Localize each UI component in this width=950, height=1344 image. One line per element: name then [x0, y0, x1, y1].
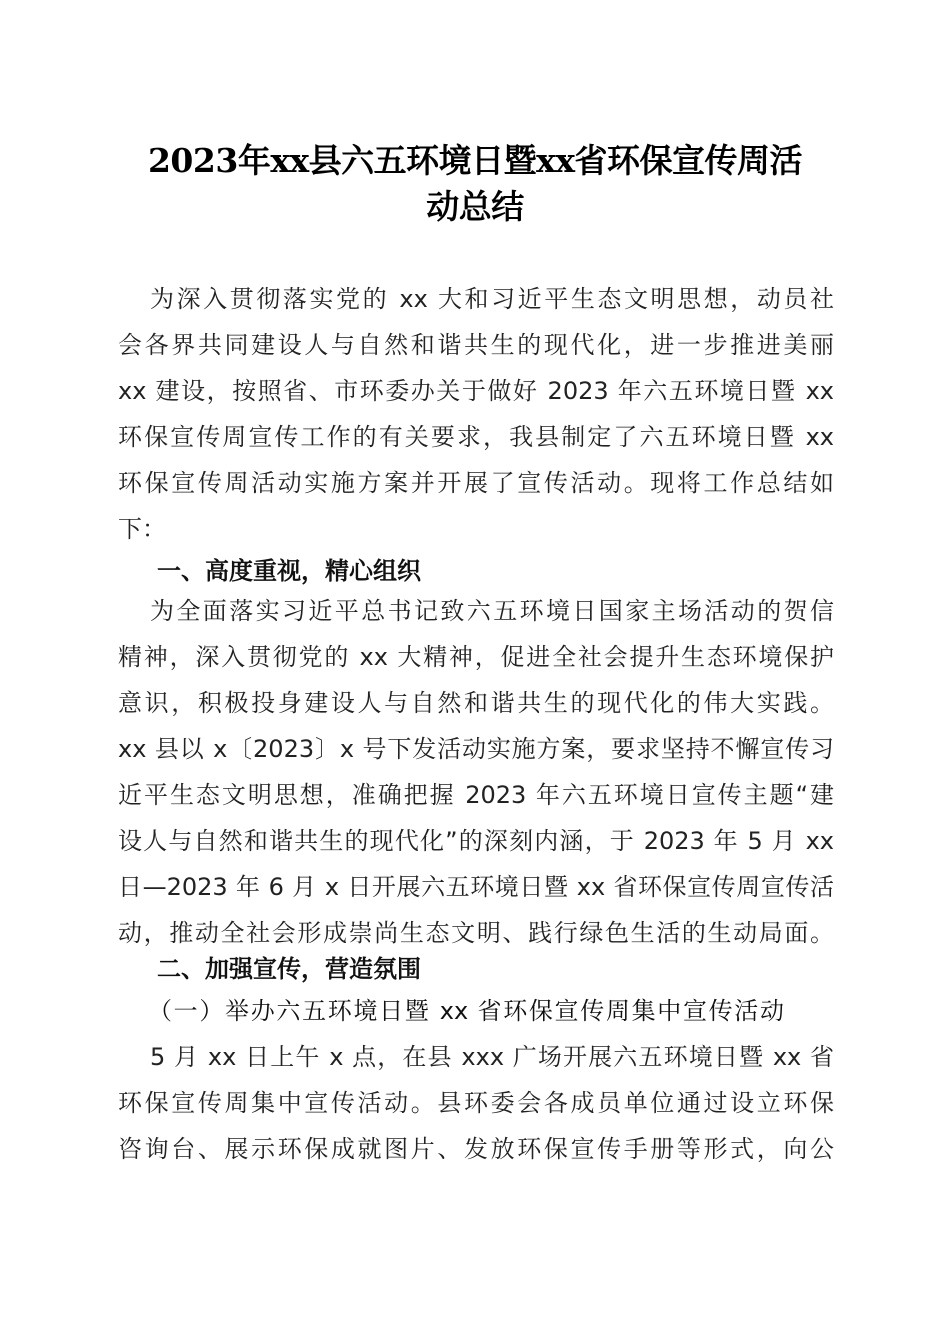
- section-1-line: xx 县以 x〔2023〕x 号下发活动实施方案，要求坚持不懈宣传习: [118, 735, 834, 763]
- section-heading-2: 二、加强宣传，营造氛围: [157, 955, 421, 983]
- section-1-line: 设人与自然和谐共生的现代化”的深刻内涵，于 2023 年 5 月 xx: [118, 827, 834, 855]
- section-1-line: 动，推动全社会形成崇尚生态文明、践行绿色生活的生动局面。: [118, 919, 834, 947]
- intro-line: 下：: [118, 515, 166, 543]
- section-1-line: 意识，积极投身建设人与自然和谐共生的现代化的伟大实践。: [118, 689, 834, 717]
- document-title-line-2: 动总结: [426, 187, 524, 226]
- section-heading-1: 一、高度重视，精心组织: [157, 557, 421, 585]
- subsection-2-1-line: 5 月 xx 日上午 x 点，在县 xxx 广场开展六五环境日暨 xx 省: [150, 1043, 834, 1071]
- section-1-line: 精神，深入贯彻党的 xx 大精神，促进全社会提升生态环境保护: [118, 643, 834, 671]
- section-1-line: 日—2023 年 6 月 x 日开展六五环境日暨 xx 省环保宣传周宣传活: [118, 873, 834, 901]
- intro-line: xx 建设，按照省、市环委办关于做好 2023 年六五环境日暨 xx: [118, 377, 834, 405]
- intro-line: 为深入贯彻落实党的 xx 大和习近平生态文明思想，动员社: [150, 285, 834, 313]
- intro-line: 环保宣传周活动实施方案并开展了宣传活动。现将工作总结如: [118, 469, 834, 497]
- section-1-line: 为全面落实习近平总书记致六五环境日国家主场活动的贺信: [150, 597, 834, 625]
- subsection-heading-2-1: （一）举办六五环境日暨 xx 省环保宣传周集中宣传活动: [148, 997, 784, 1025]
- intro-line: 会各界共同建设人与自然和谐共生的现代化，进一步推进美丽: [118, 331, 834, 359]
- section-1-line: 近平生态文明思想，准确把握 2023 年六五环境日宣传主题“建: [118, 781, 834, 809]
- subsection-2-1-line: 咨询台、展示环保成就图片、发放环保宣传手册等形式，向公: [118, 1135, 834, 1163]
- intro-line: 环保宣传周宣传工作的有关要求，我县制定了六五环境日暨 xx: [118, 423, 834, 451]
- subsection-2-1-line: 环保宣传周集中宣传活动。县环委会各成员单位通过设立环保: [118, 1089, 834, 1117]
- document-title-line-1: 2023年xx县六五环境日暨xx省环保宣传周活: [147, 141, 803, 180]
